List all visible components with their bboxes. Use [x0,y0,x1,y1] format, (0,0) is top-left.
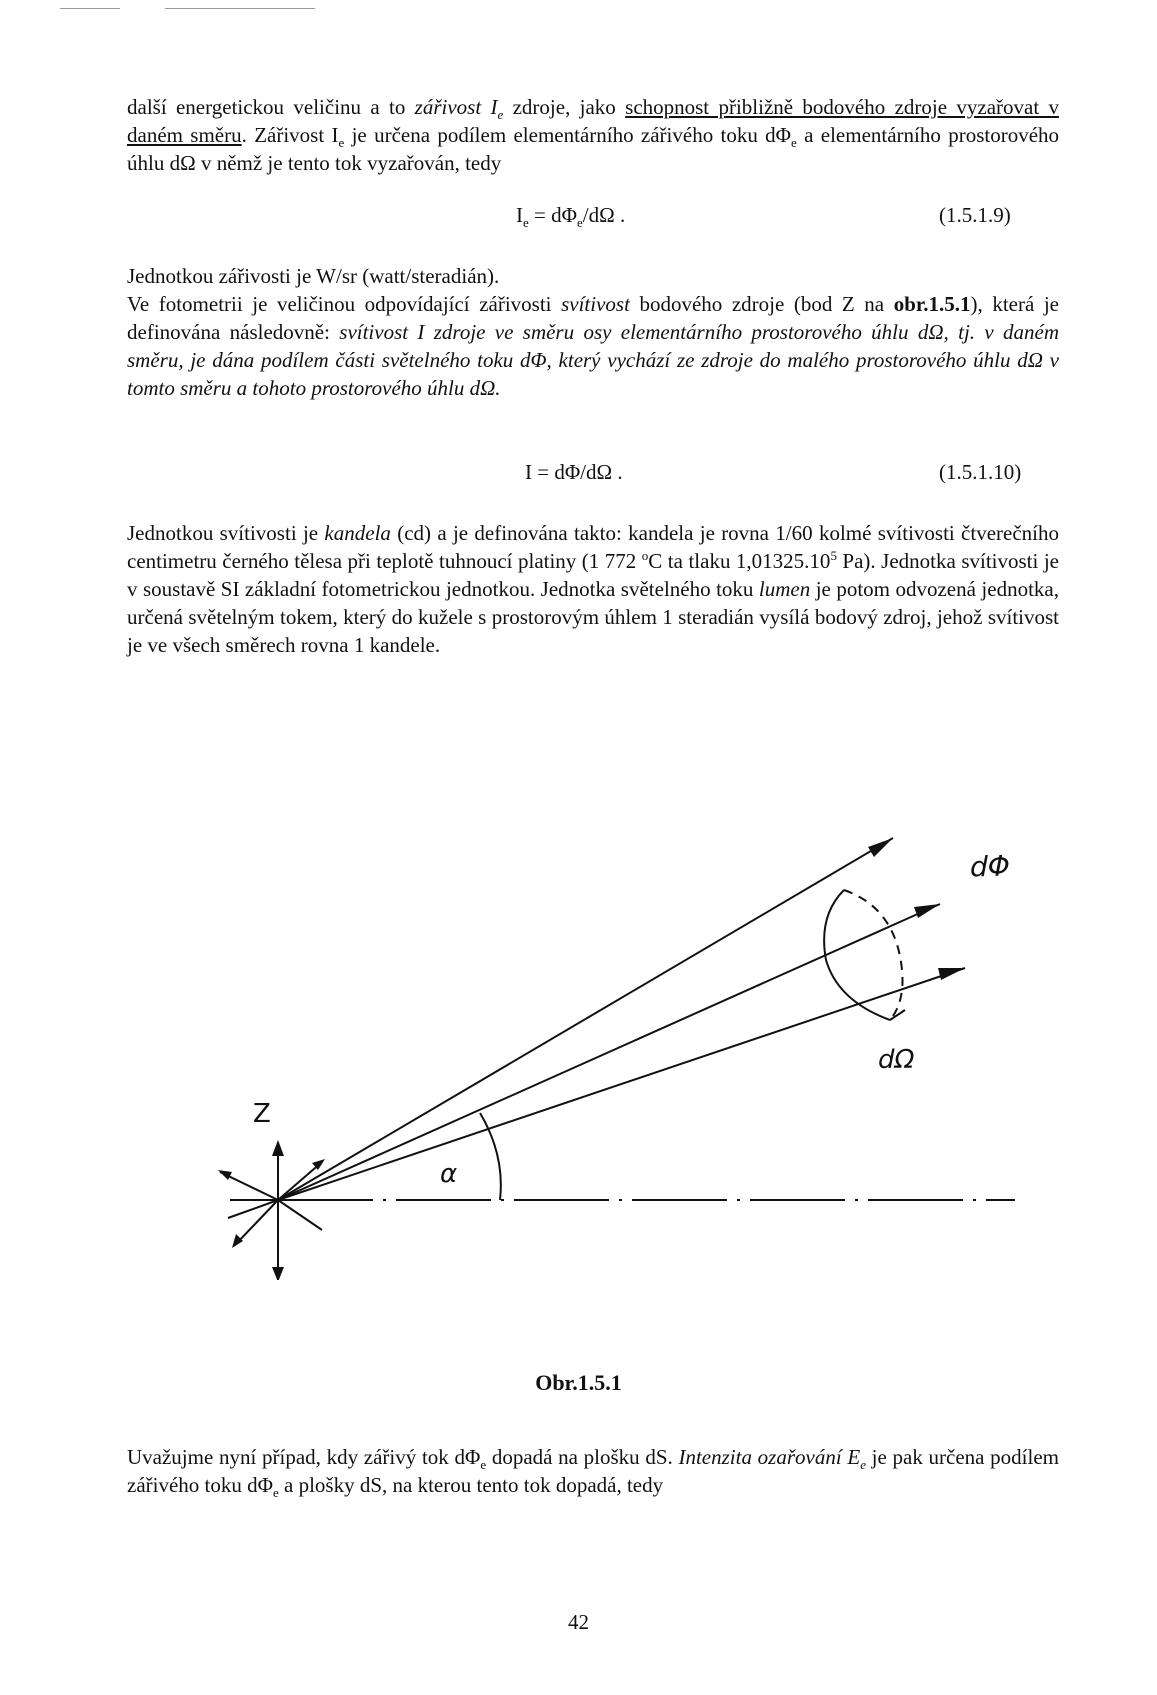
subscript: e [480,1457,487,1473]
text: Uvažujme nyní případ, kdy zářivý tok dΦ [127,1445,481,1469]
term-kandela: kandela [324,521,391,545]
term-lumen: lumen [758,577,811,601]
superscript: o [641,548,649,563]
scan-edge-line [165,8,315,9]
text: je určena podílem elementárního zářivého toku dΦ [344,123,792,147]
arrow-head-down [272,1267,284,1280]
cross-section-tick [890,1010,905,1020]
subscript: e [272,1485,279,1501]
arrow-head-upper [868,838,893,857]
cone-ray-upper [278,838,893,1200]
paragraph-luminous-intensity [127,290,1059,402]
text: je potom odvozená jednotka, určená světelným tokem, který do kužele s prostorovým úhlem 1 steradián vysílá bodový zdroj, jehož svítivost je ve všech směrech rovna 1 kandele. [127,577,1059,657]
text: další energetickou veličinu a to [127,95,415,119]
text: dopadá na plošku dS. [486,1445,679,1469]
cone-ray-middle [278,904,940,1200]
source-ray [278,1200,322,1230]
label-dphi: dΦ [970,850,1010,883]
subscript: e [791,135,797,151]
paragraph-radiant-intensity [127,93,1059,177]
label-domega: dΩ [878,1045,915,1075]
arrow-head-middle [914,904,940,918]
equation-number-2: (1.5.1.10) [939,460,1022,484]
scan-edge-line [60,8,120,9]
arrow-head-lower [938,968,965,980]
page-number: 42 [568,1610,589,1634]
text: je pak určena podílem zářivého toku dΦ [127,1445,1059,1497]
text: Jednotkou svítivosti je [127,521,325,545]
text: a elementárního prostorového úhlu dΩ v němž je tento tok vyzařován, tedy [127,123,1060,175]
text: a plošky dS, na kterou tento tok dopadá, tedy [278,1473,664,1497]
text: ), která je definována následovně: [127,292,1059,344]
label-z: Z [253,1099,271,1129]
equation-number-1: (1.5.1.9) [939,203,1011,227]
text: C ta tlaku 1,01325.10 [648,549,831,573]
text: Ve fotometrii je veličinou odpovídající zářivosti [127,292,562,316]
text: . Zářivost I [241,123,339,147]
term-svitivost: svítivost [561,292,630,316]
arrow-head-lower-left [232,1234,243,1248]
arrow-head-z [272,1140,284,1156]
text: Pa). Jednotka svítivosti je v soustavě SI základní fotometrickou jednotkou. Jednotka světelného toku [127,549,1059,601]
text: Jednotkou zářivosti je W/sr (watt/steradián). [127,264,500,288]
figure-reference: obr.1.5.1 [893,292,971,316]
figure-caption: Obr.1.5.1 [535,1370,622,1395]
equation-1-5-1-10: I = dΦ/dΩ . [525,460,623,484]
label-alpha: α [440,1159,458,1189]
figure-solid-angle-diagram [0,820,1157,1280]
arrow-head-left [218,1170,232,1180]
underlined-text: schopnost přibližně bodového zdroje vyzařovat v daném směru [127,95,1059,147]
paragraph-candela [127,519,1059,659]
subscript: e [338,135,345,151]
term-intenzita: Intenzita ozařování $E_e$ [678,1445,866,1473]
paragraph-irradiance [127,1443,1059,1499]
term-zarivost: zářivost $I_e$ [414,95,504,123]
text: bodového zdroje (bod Z na [629,292,894,316]
cross-section-solid [824,890,890,1020]
cone-ray-lower [278,968,965,1200]
text: zdroje, jako [503,95,626,119]
text: (cd) a je definována takto: kandela je rovna 1/60 kolmé svítivosti čtverečního centimetru černého tělesa při teplotě tuhnoucí platiny (1 772 [127,521,1060,573]
source-ray [278,1162,322,1200]
equation-1-5-1-9: $I_e = d\Phi_e/d\Omega$ . [516,203,626,231]
superscript: 5 [830,548,837,563]
paragraph-unit-radiant [127,262,1059,290]
definition-text: svítivost I zdroje ve směru osy elementárního prostorového úhlu dΩ, tj. v daném směru, je dána podílem části světelného toku dΦ, který vychází ze zdroje do malého prostorového úhlu dΩ v tomto směru a tohoto prostorového úhlu dΩ. [127,320,1059,400]
